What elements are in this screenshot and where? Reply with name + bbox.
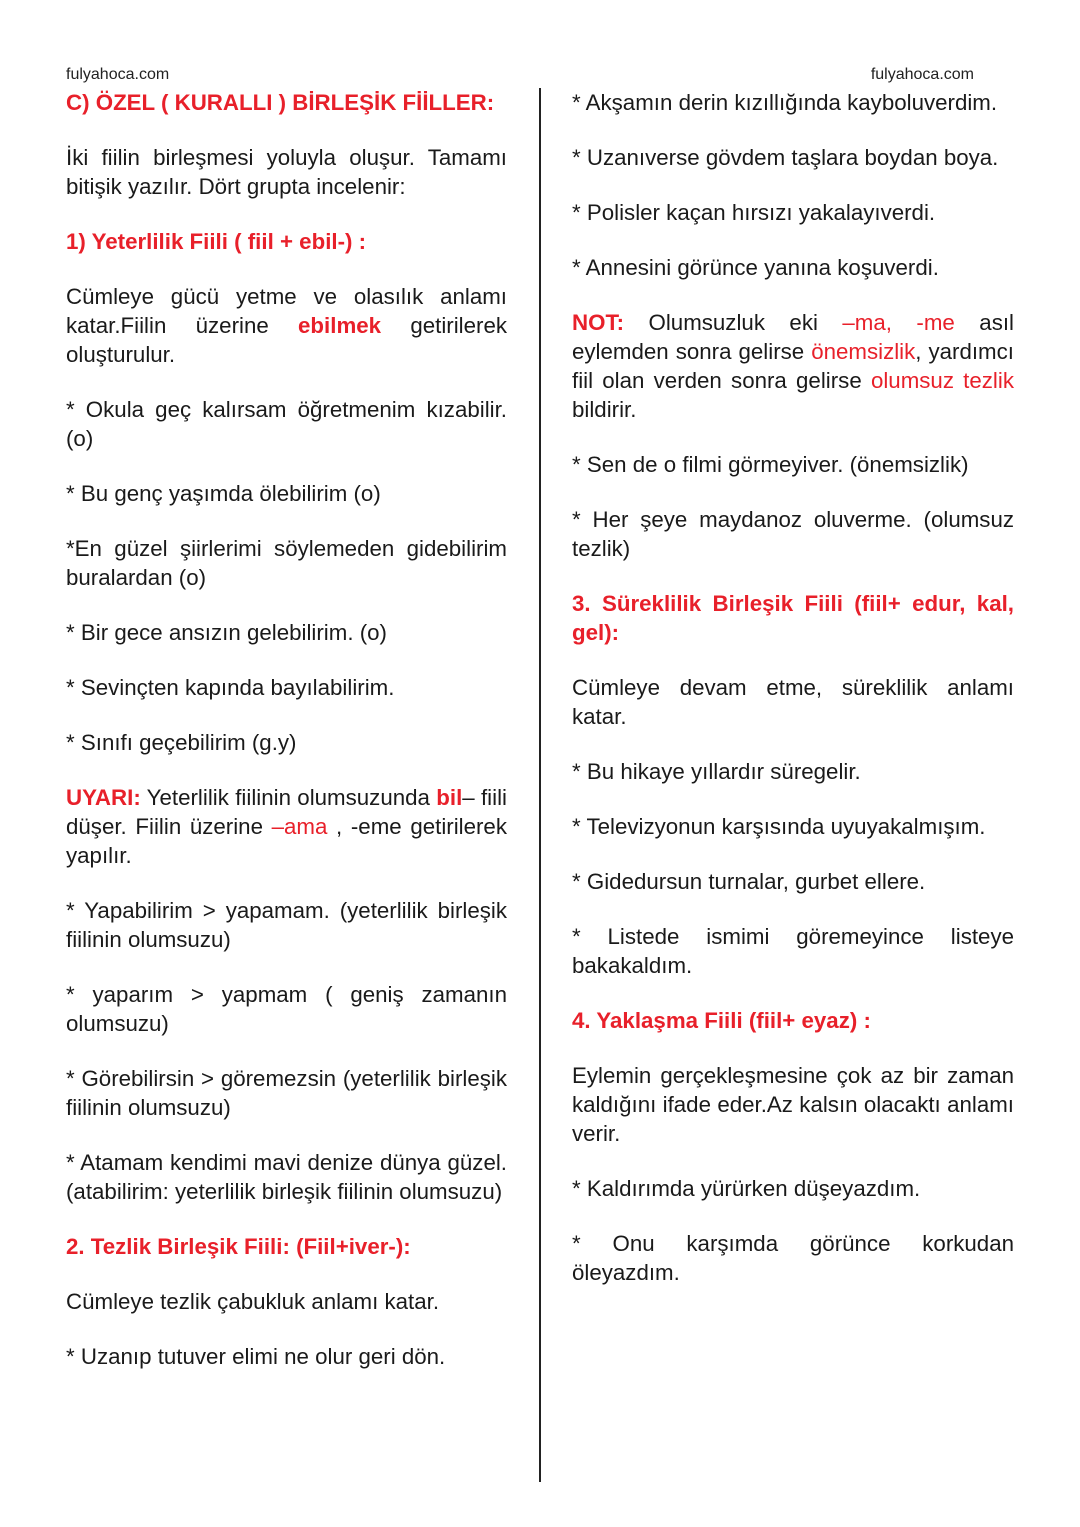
example-item: * Uzanıverse gövdem taşlara boydan boya. [572,145,999,170]
left-column [66,88,507,1397]
example-item: *En güzel şiirlerimi söylemeden gidebilirim buralardan (o) [66,536,507,590]
warning-paragraph: UYARI: Yeterlilik fiilinin olumsuzunda bil– fiili düşer. Fiilin üzerine –ama , -eme getirilerek yapılır. [66,785,507,868]
page-title: C) ÖZEL ( KURALLI ) BİRLEŞİK FİİLLER: [66,90,495,115]
example-item: * Televizyonun karşısında uyuyakalmışım. [572,814,986,839]
example-item: * Sınıfı geçebilirim (g.y) [66,730,297,755]
section-3-heading: 3. Süreklilik Birleşik Fiili (fiil+ edur, kal, gel): [572,591,1014,645]
section-1-description: Cümleye gücü yetme ve olasılık anlamı katar.Fiilin üzerine ebilmek getirilerek oluşturulur. [66,284,507,367]
section-2-description: Cümleye tezlik çabukluk anlamı katar. [66,1289,440,1314]
example-item: * Her şeye maydanoz oluverme. (olumsuz tezlik) [572,507,1014,561]
note-paragraph: NOT: Olumsuzluk eki –ma, -me asıl eylemden sonra gelirse önemsizlik, yardımcı fiil olan verden sonra gelirse olumsuz tezlik bildirir. [572,310,1014,422]
example-item: * Bu genç yaşımda ölebilirim (o) [66,481,381,506]
example-item: * Gidedursun turnalar, gurbet ellere. [572,869,926,894]
section-4-description: Eylemin gerçekleşmesine çok az bir zaman kaldığını ifade eder.Az kalsın olacaktı anlamı verir. [572,1063,1014,1146]
example-item: * Annesini görünce yanına koşuverdi. [572,255,939,280]
note-label: NOT: [572,310,625,335]
keyword-bil: bil [436,785,463,810]
column-divider [539,88,541,1482]
example-item: * Listede ismimi göremeyince listeye bakakaldım. [572,924,1014,978]
site-name-right: fulyahoca.com [870,66,974,83]
keyword-ebilmek: ebilmek [298,313,382,338]
keyword-onemsizlik: önemsizlik [811,339,916,364]
example-item: * Yapabilirim > yapamam. (yeterlilik birleşik fiilinin olumsuzu) [66,898,507,952]
intro-paragraph: İki fiilin birleşmesi yoluyla oluşur. Tamamı bitişik yazılır. Dört grupta incelenir: [66,145,507,199]
keyword-ama: –ama [271,814,328,839]
example-item: * Polisler kaçan hırsızı yakalayıverdi. [572,200,936,225]
example-item: * Bu hikaye yıllardır süregelir. [572,759,861,784]
example-item: * Atamam kendimi mavi denize dünya güzel. (atabilirim: yeterlilik birleşik fiilinin olumsuzu) [66,1150,507,1204]
section-3-description: Cümleye devam etme, süreklilik anlamı katar. [572,675,1014,729]
section-1-heading: 1) Yeterlilik Fiili ( fiil + ebil-) : [66,229,367,254]
warning-label: UYARI: [66,785,141,810]
example-item: * Akşamın derin kızıllığında kayboluverdim. [572,90,998,115]
example-item: * Uzanıp tutuver elimi ne olur geri dön. [66,1344,446,1369]
example-item: * Bir gece ansızın gelebilirim. (o) [66,620,387,645]
example-item: * Okula geç kalırsam öğretmenim kızabilir. (o) [66,397,507,451]
example-item: * Sen de o filmi görmeyiver. (önemsizlik) [572,452,969,477]
site-name-left: fulyahoca.com [66,66,170,83]
example-item: * Onu karşımda görünce korkudan öleyazdım. [572,1231,1014,1285]
example-item: * Kaldırımda yürürken düşeyazdım. [572,1176,921,1201]
example-item: * yaparım > yapmam ( geniş zamanın olumsuzu) [66,982,507,1036]
keyword-olumsuz-tezlik: olumsuz tezlik [870,368,1014,393]
section-4-heading: 4. Yaklaşma Fiili (fiil+ eyaz) : [572,1008,871,1033]
section-2-heading: 2. Tezlik Birleşik Fiili: (Fiil+iver-): [66,1234,411,1259]
example-item: * Görebilirsin > göremezsin (yeterlilik birleşik fiilinin olumsuzu) [66,1066,507,1120]
example-item: * Sevinçten kapında bayılabilirim. [66,675,395,700]
right-column [572,88,1014,1313]
keyword-ma-me: –ma, -me [842,310,955,335]
